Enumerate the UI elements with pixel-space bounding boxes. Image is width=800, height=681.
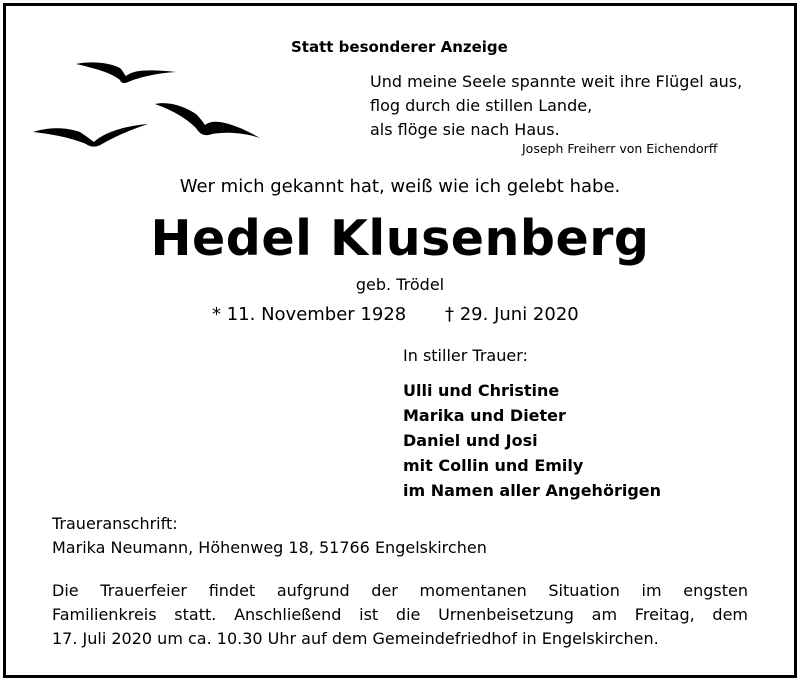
birds-icon xyxy=(28,52,268,152)
bird-icon xyxy=(33,124,148,147)
poem xyxy=(370,70,742,142)
deceased-name: Hedel Klusenberg xyxy=(150,210,650,267)
poem-line: als flöge sie nach Haus. xyxy=(370,120,560,139)
notice-line: Die Trauerfeier findet aufgrund der momentanen Situation im engsten xyxy=(52,581,748,600)
bird-icon xyxy=(76,62,176,83)
mourner: Daniel und Josi xyxy=(403,431,538,450)
address-label: Traueranschrift: xyxy=(52,514,178,533)
notice-line: 17. Juli 2020 um ca. 10.30 Uhr auf dem Gemeindefriedhof in Engelskirchen. xyxy=(52,629,659,648)
mourner: Ulli und Christine xyxy=(403,381,560,400)
mourner: im Namen aller Angehörigen xyxy=(403,481,662,500)
mourner: Marika und Dieter xyxy=(403,406,566,425)
poem-author: Joseph Freiherr von Eichendorff xyxy=(522,141,718,156)
maiden-name: geb. Trödel xyxy=(355,275,445,294)
poem-line: flog durch die stillen Lande, xyxy=(370,96,593,115)
bird-icon xyxy=(155,103,260,138)
funeral-notice xyxy=(52,579,748,651)
notice-line: Familienkreis statt. Anschließend ist die Urnenbeisetzung am Freitag, dem xyxy=(52,605,748,624)
motto: Wer mich gekannt hat, weiß wie ich gelebt habe. xyxy=(179,176,621,197)
address-line: Marika Neumann, Höhenweg 18, 51766 Engelskirchen xyxy=(52,538,487,557)
mourner: mit Collin und Emily xyxy=(403,456,584,475)
header-title: Statt besonderer Anzeige xyxy=(291,38,508,56)
death-date: † 29. Juni 2020 xyxy=(445,304,579,325)
poem-line: Und meine Seele spannte weit ihre Flügel aus, xyxy=(370,72,743,91)
mourners-list xyxy=(403,378,661,503)
birth-date: * 11. November 1928 xyxy=(212,304,407,325)
mourning-intro: In stiller Trauer: xyxy=(403,346,528,365)
